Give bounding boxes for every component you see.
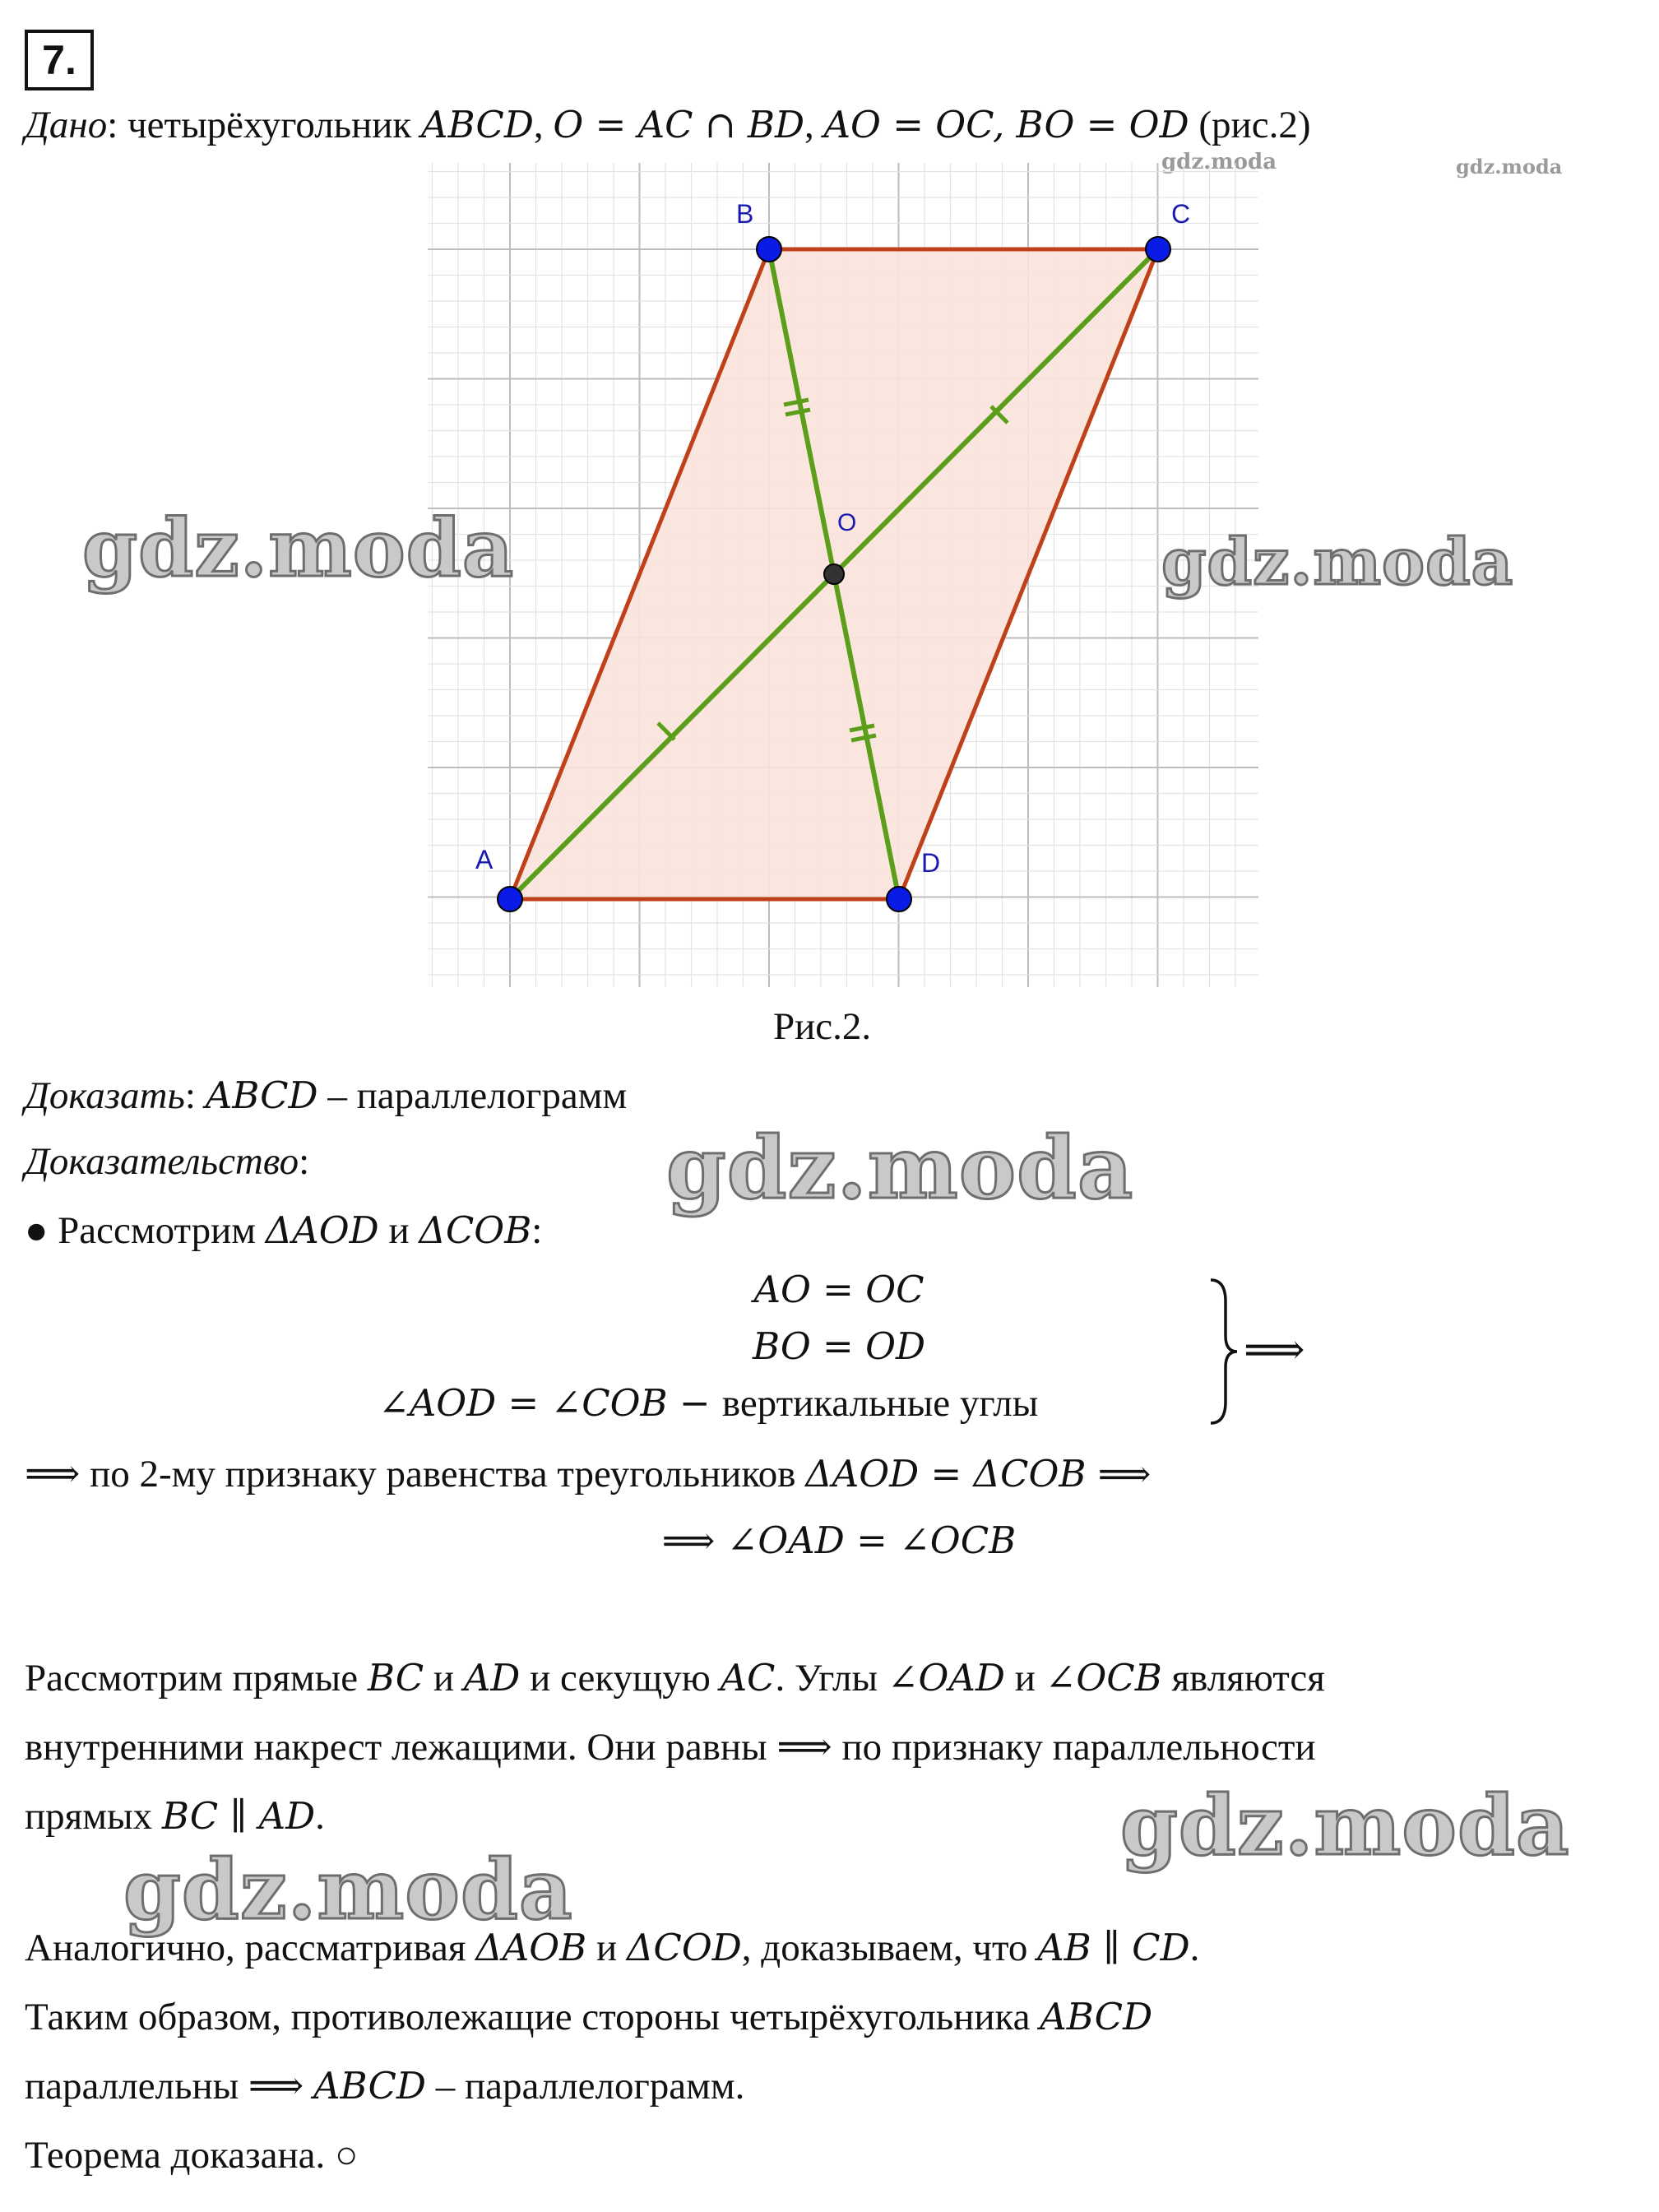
para3-text: параллельны ⟹ (25, 2065, 314, 2108)
vertical-angles-math: ∠AOD = ∠COB − (378, 1381, 722, 1425)
watermark-small: gdz.moda (1456, 155, 1563, 179)
para2-text: и (424, 1657, 464, 1700)
problem-number: 7. (25, 30, 94, 90)
theorem-proved: Теорема доказана. ○ (25, 2134, 359, 2177)
proof-colon: : (299, 1140, 310, 1183)
para3-text: Аналогично, рассматривая (25, 1927, 476, 1969)
triangle-cob: ΔCOB (419, 1208, 532, 1252)
watermark: gdz.moda (123, 1841, 573, 1938)
para2-line1 (25, 1653, 1325, 1703)
prove-label: Доказать (25, 1074, 185, 1117)
given-sep: , (804, 104, 824, 146)
given-text: : четырёхугольник (107, 104, 421, 146)
label-d: D (921, 848, 941, 878)
line-bc: BC (367, 1656, 424, 1700)
conclusion-text: ⟹ по 2-му признаку равенства треугольников (25, 1453, 806, 1496)
para3-text: , доказываем, что (741, 1927, 1038, 1969)
given-math-abcd: ABCD (421, 103, 534, 146)
label-b: B (736, 199, 754, 229)
line-ac: AC (720, 1656, 776, 1700)
given-sep: , (533, 104, 554, 146)
given-ref: (рис.2) (1189, 104, 1311, 146)
conclusion-math: ΔAOD = ΔCOB ⟹ (805, 1452, 1152, 1496)
para3-line3 (25, 2061, 744, 2111)
step1-conclusion-2: ⟹ ∠OAD = ∠OCB (661, 1519, 1017, 1562)
proof-label: Доказательство (25, 1140, 299, 1183)
given-line (25, 100, 1310, 150)
para2-text: и секущую (520, 1657, 721, 1700)
prove-math: ABCD (205, 1074, 318, 1117)
angle-ocb: ∠OCB (1045, 1656, 1162, 1700)
figure-caption: Рис.2. (773, 1005, 872, 1048)
step1-intro (25, 1206, 542, 1255)
watermark: gdz.moda (82, 502, 515, 595)
watermark: gdz.moda (666, 1117, 1134, 1218)
para2-text: являются (1161, 1657, 1325, 1700)
label-a: A (475, 845, 494, 874)
quad-abcd: ABCD (1040, 1995, 1153, 2038)
step1-conclusion-1 (25, 1449, 1151, 1499)
proof-label-line (25, 1137, 309, 1186)
vertex-b (757, 237, 781, 262)
prove-line (25, 1071, 627, 1120)
given-math-equalities: AO = OC, BO = OD (823, 103, 1189, 146)
line-ad: AD (463, 1656, 521, 1700)
watermark: gdz.moda (1120, 1777, 1570, 1874)
para3-text: – параллелограмм. (425, 2065, 745, 2108)
vertex-c (1146, 237, 1170, 262)
step1-bullet: ● Рассмотрим (25, 1209, 266, 1252)
prove-text: – параллелограмм (317, 1074, 628, 1117)
label-o: O (837, 509, 857, 536)
para3-text: Таким образом, противолежащие стороны четырёхугольника (25, 1996, 1040, 2038)
triangle-cod: ΔCOD (626, 1926, 742, 1969)
label-c: C (1171, 199, 1191, 229)
vertical-angles-text: вертикальные углы (721, 1382, 1039, 1425)
para3-text: и (586, 1927, 627, 1969)
triangle-aob: ΔAOB (475, 1926, 587, 1969)
watermark: gdz.moda (1161, 525, 1514, 600)
parallel-ab-cd: AB ∥ CD (1037, 1926, 1190, 1969)
equation-ao-oc: AO = OC (753, 1268, 924, 1311)
para2-text: и (1005, 1657, 1045, 1700)
step1-colon: : (531, 1209, 543, 1252)
given-math-intersection: O = AC ∩ BD (553, 103, 805, 146)
prove-sep: : (184, 1074, 206, 1117)
vertex-a (498, 887, 522, 911)
implies-arrow: ⟹ (1244, 1327, 1305, 1374)
watermark-small: gdz.moda (1161, 150, 1277, 174)
para2-line3 (25, 1792, 325, 1841)
given-label: Дано (25, 104, 108, 146)
para3-line2 (25, 1992, 1152, 2042)
para2-text: . (315, 1795, 325, 1838)
equation-bo-od: BO = OD (752, 1324, 926, 1368)
right-brace (1207, 1277, 1240, 1426)
quad-abcd: ABCD (313, 2064, 426, 2108)
para3-text: . (1189, 1927, 1200, 1969)
equation-vertical-angles (378, 1379, 1038, 1428)
angle-oad: ∠OAD (887, 1656, 1006, 1700)
parallel-bc-ad: BC ∥ AD (161, 1794, 316, 1838)
para2-text: прямых (25, 1795, 162, 1838)
vertex-d (887, 887, 911, 911)
para2-text: . Углы (775, 1657, 887, 1700)
triangle-aod: ΔAOD (265, 1208, 379, 1252)
para2-text: Рассмотрим прямые (25, 1657, 368, 1700)
step1-and: и (378, 1209, 419, 1252)
para2-line2: внутренними накрест лежащими. Они равны ⟹ по признаку параллельности (25, 1726, 1316, 1769)
center-o (824, 564, 844, 584)
parallelogram-figure (428, 163, 1258, 987)
